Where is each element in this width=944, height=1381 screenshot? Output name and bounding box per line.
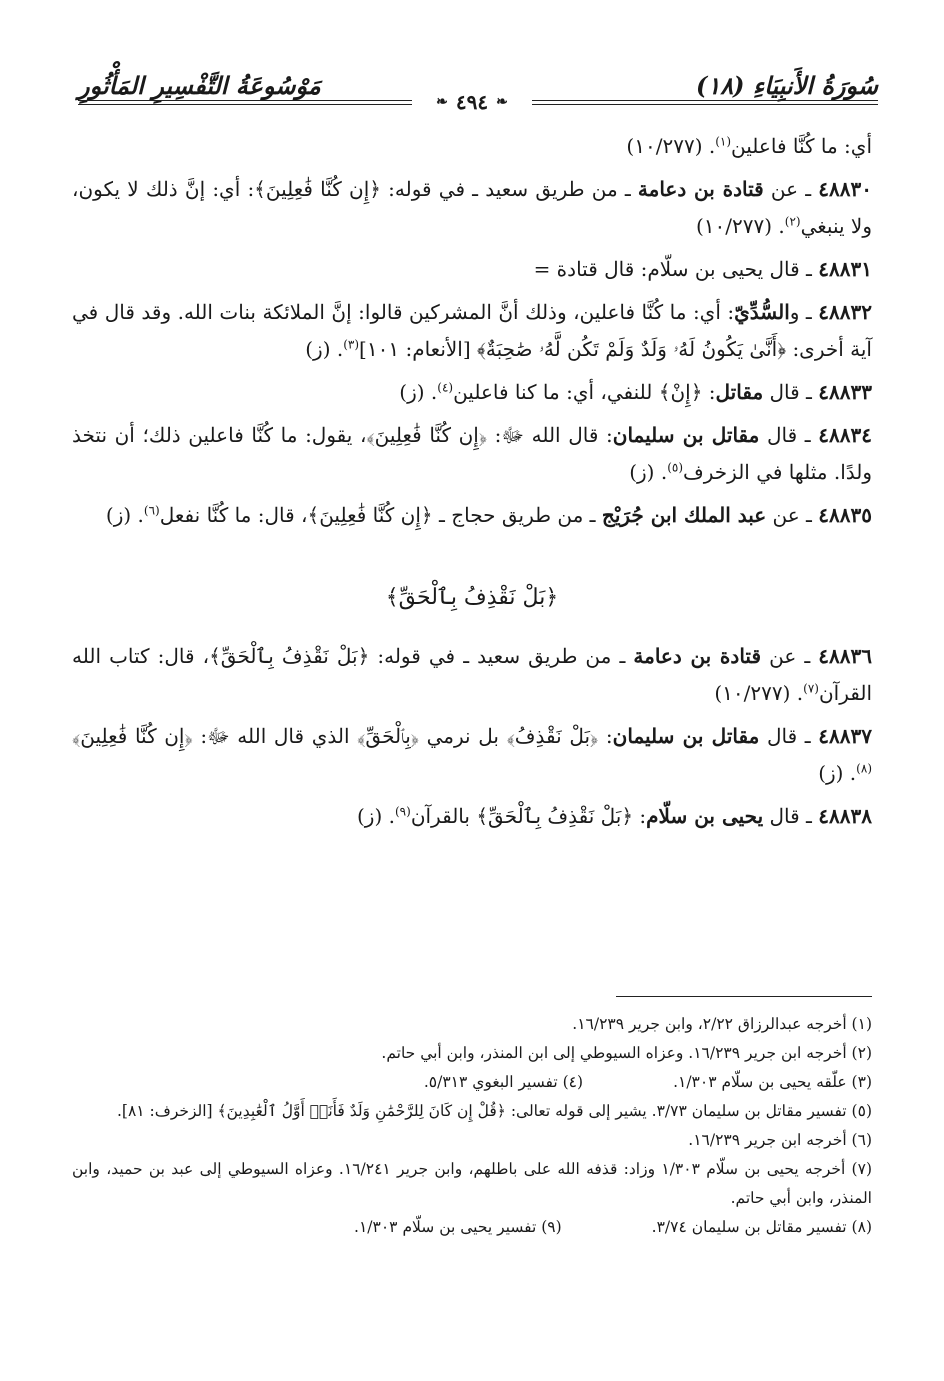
footnote: (٨) تفسير مقاتل بن سليمان ٣/٧٤. <box>651 1218 872 1236</box>
paragraph <box>72 294 872 368</box>
lead-text: ـ قال <box>763 257 819 281</box>
athar-number: ٤٨٨٣٧ <box>818 724 872 748</box>
athar-number: ٤٨٨٣٢ <box>818 300 872 324</box>
narrator-name: قتادة بن دعامة <box>633 644 762 668</box>
paragraph <box>72 128 872 165</box>
reference: . (١٠/٢٧٧) <box>695 214 785 238</box>
athar-number: ٤٨٨٣٥ <box>818 503 872 527</box>
paragraph-text: : ﴿بَلْ نَقْذِفُ﴾ بل نرمي ﴿بِٱلْحَقِّ﴾ الذي قال الله ﷻ: ﴿إِن كُنَّا فَٰعِلِينَ﴾ <box>72 724 613 748</box>
paragraph <box>72 251 872 288</box>
footnote-ref: (٢) <box>784 214 801 229</box>
narrator-name: قتادة بن دعامة <box>637 177 764 201</box>
paragraph <box>72 718 872 792</box>
footnote: (٩) تفسير يحيى بن سلّام ١/٣٠٣. <box>354 1218 562 1236</box>
reference: . (١٠/٢٧٧) <box>714 681 804 705</box>
footnote-ref: (٣) <box>343 337 360 352</box>
narrator-name: مقاتل بن سليمان <box>612 423 760 447</box>
lead-text: ـ عن <box>763 177 819 201</box>
paragraph <box>72 417 872 491</box>
reference: . (ز) <box>818 761 857 785</box>
footnote-ref: (٩) <box>394 804 411 819</box>
lead-text: ـ قال <box>759 423 819 447</box>
footnote-pair <box>72 1068 872 1097</box>
paragraph <box>72 171 872 245</box>
lead-text: ـ قال <box>763 804 819 828</box>
footnote-ref: (٧) <box>803 681 819 696</box>
reference: . (ز) <box>399 380 438 404</box>
reference: . (ز) <box>629 460 668 484</box>
narrator-name: يحيى بن سلّام <box>646 804 764 828</box>
lead-text: ـ عن <box>766 503 819 527</box>
paragraph-text: : ﴿إِنْ﴾ للنفي، أي: ما كنا فاعلين <box>453 380 716 404</box>
athar-number: ٤٨٨٣٤ <box>818 423 872 447</box>
paragraph <box>72 798 872 835</box>
paragraph <box>72 638 872 712</box>
narrator-name: مقاتل <box>715 380 764 404</box>
paragraph <box>72 497 872 534</box>
paragraph-text: : أي: ما كُنَّا فاعلين، وذلك أنَّ المشركين قالوا: إنَّ الملائكة بنات الله. وقد قال في آية أخرى: ﴿أَنَّىٰ يَكُونُ لَهُۥ وَلَدٌ وَلَمْ تَكُن لَّهُۥ صَٰحِبَةٌ﴾ [الأنعام: ١٠١] <box>72 300 872 361</box>
athar-number: ٤٨٨٣٣ <box>818 380 872 404</box>
ornament-icon: ❧ <box>496 94 508 110</box>
footnote-separator <box>616 996 872 997</box>
reference: . (ز) <box>305 337 344 361</box>
surah-title: سُورَةُ الأَنبِيَاءِ (١٨) <box>696 71 878 100</box>
page-number: ٤٩٤ <box>455 90 489 114</box>
footnote-ref: (١) <box>715 134 732 149</box>
lead-text: ـ قال <box>759 724 819 748</box>
footnote: (١) أخرجه عبدالرزاق ٢/٢٢، وابن جرير ١٦/٢٣٩. <box>572 1015 872 1033</box>
paragraph-text: : ﴿بَلْ نَقْذِفُ بِٱلْحَقِّ﴾ بالقرآن <box>410 804 647 828</box>
lead-text: ـ عن <box>761 644 819 668</box>
footnote: (٤) تفسير البغوي ٥/٣١٣. <box>423 1073 584 1091</box>
section-heading: ﴿بَلْ نَقْذِفُ بِٱلْحَقِّ﴾ <box>385 585 559 610</box>
paragraph-text: يحيى بن سلّام: قال قتادة = <box>533 257 764 281</box>
ornament-icon: ❧ <box>436 94 448 110</box>
paragraph-text: أي: ما كُنَّا فاعلين <box>731 134 872 158</box>
athar-number: ٤٨٨٣٠ <box>818 177 872 201</box>
narrator-name: عبد الملك ابن جُرَيْج <box>601 503 767 527</box>
narrator-name: السُّدِّيّ <box>734 300 790 324</box>
athar-number: ٤٨٨٣١ <box>818 257 872 281</box>
paragraph-text: ـ من طريق حجاج ـ ﴿إِن كُنَّا فَٰعِلِينَ﴾، قال: ما كُنَّا نفعل <box>159 503 602 527</box>
footnote: (٧) أخرجه يحيى بن سلّام ١/٣٠٣ وزاد: قذفه الله على باطلهم، وابن جرير ١٦/٢٤١. وعزاه السيوطي إلى عبد بن حميد، وابن المنذر، وابن أبي حاتم. <box>72 1160 872 1207</box>
paragraph-text: ـ من طريق سعيد ـ في قوله: ﴿إِن كُنَّا فَٰعِلِينَ﴾: أي: إنَّ ذلك لا يكون، ولا ينبغي <box>72 177 872 238</box>
reference: . (١٠/٢٧٧) <box>626 134 716 158</box>
paragraph-text: : قال الله ﷻ: ﴿إِن كُنَّا فَٰعِلِينَ﴾، يقول: ما كُنَّا فاعلين ذلك؛ أن نتخذ ولدًا. مثلها في الزخرف <box>72 423 872 484</box>
footnote-ref: (٥) <box>667 460 684 475</box>
lead-text: ـ و <box>789 300 819 324</box>
footnote: (٢) أخرجه ابن جرير ١٦/٢٣٩. وعزاه السيوطي إلى ابن المنذر، وابن أبي حاتم. <box>381 1044 872 1062</box>
footnote: (٥) تفسير مقاتل بن سليمان ٣/٧٣. يشير إلى قوله تعالى: ﴿قُلْ إِن كَانَ لِلرَّحْمَٰنِ وَلَدٌ فَأَنَا۠ أَوَّلُ ٱلْعَٰبِدِينَ﴾ [الزخرف: ٨١]. <box>116 1102 872 1120</box>
book-title: مَوْسُوعَةُ التَّفْسِيرِ المَأْثُورِ <box>78 71 321 100</box>
footnote-ref: (٤) <box>437 380 454 395</box>
footnotes <box>72 1010 872 1242</box>
footnote: (٣) علّقه يحيى بن سلّام ١/٣٠٣. <box>673 1073 872 1091</box>
reference: . (ز) <box>105 503 144 527</box>
paragraph <box>72 374 872 411</box>
athar-number: ٤٨٨٣٦ <box>818 644 872 668</box>
narrator-name: مقاتل بن سليمان <box>612 724 760 748</box>
footnote: (٦) أخرجه ابن جرير ١٦/٢٣٩. <box>688 1131 872 1149</box>
main-text <box>72 128 872 841</box>
footnote-ref: (٦) <box>143 503 160 518</box>
page-number-box <box>412 90 532 114</box>
reference: . (ز) <box>357 804 395 828</box>
paragraph-text: ـ من طريق سعيد ـ في قوله: ﴿بَلْ نَقْذِفُ بِٱلْحَقِّ﴾، قال: كتاب الله القرآن <box>72 644 872 705</box>
lead-text: ـ قال <box>763 380 819 404</box>
athar-number: ٤٨٨٣٨ <box>818 804 872 828</box>
footnote-pair <box>72 1213 872 1242</box>
footnote-ref: (٨) <box>856 761 872 776</box>
